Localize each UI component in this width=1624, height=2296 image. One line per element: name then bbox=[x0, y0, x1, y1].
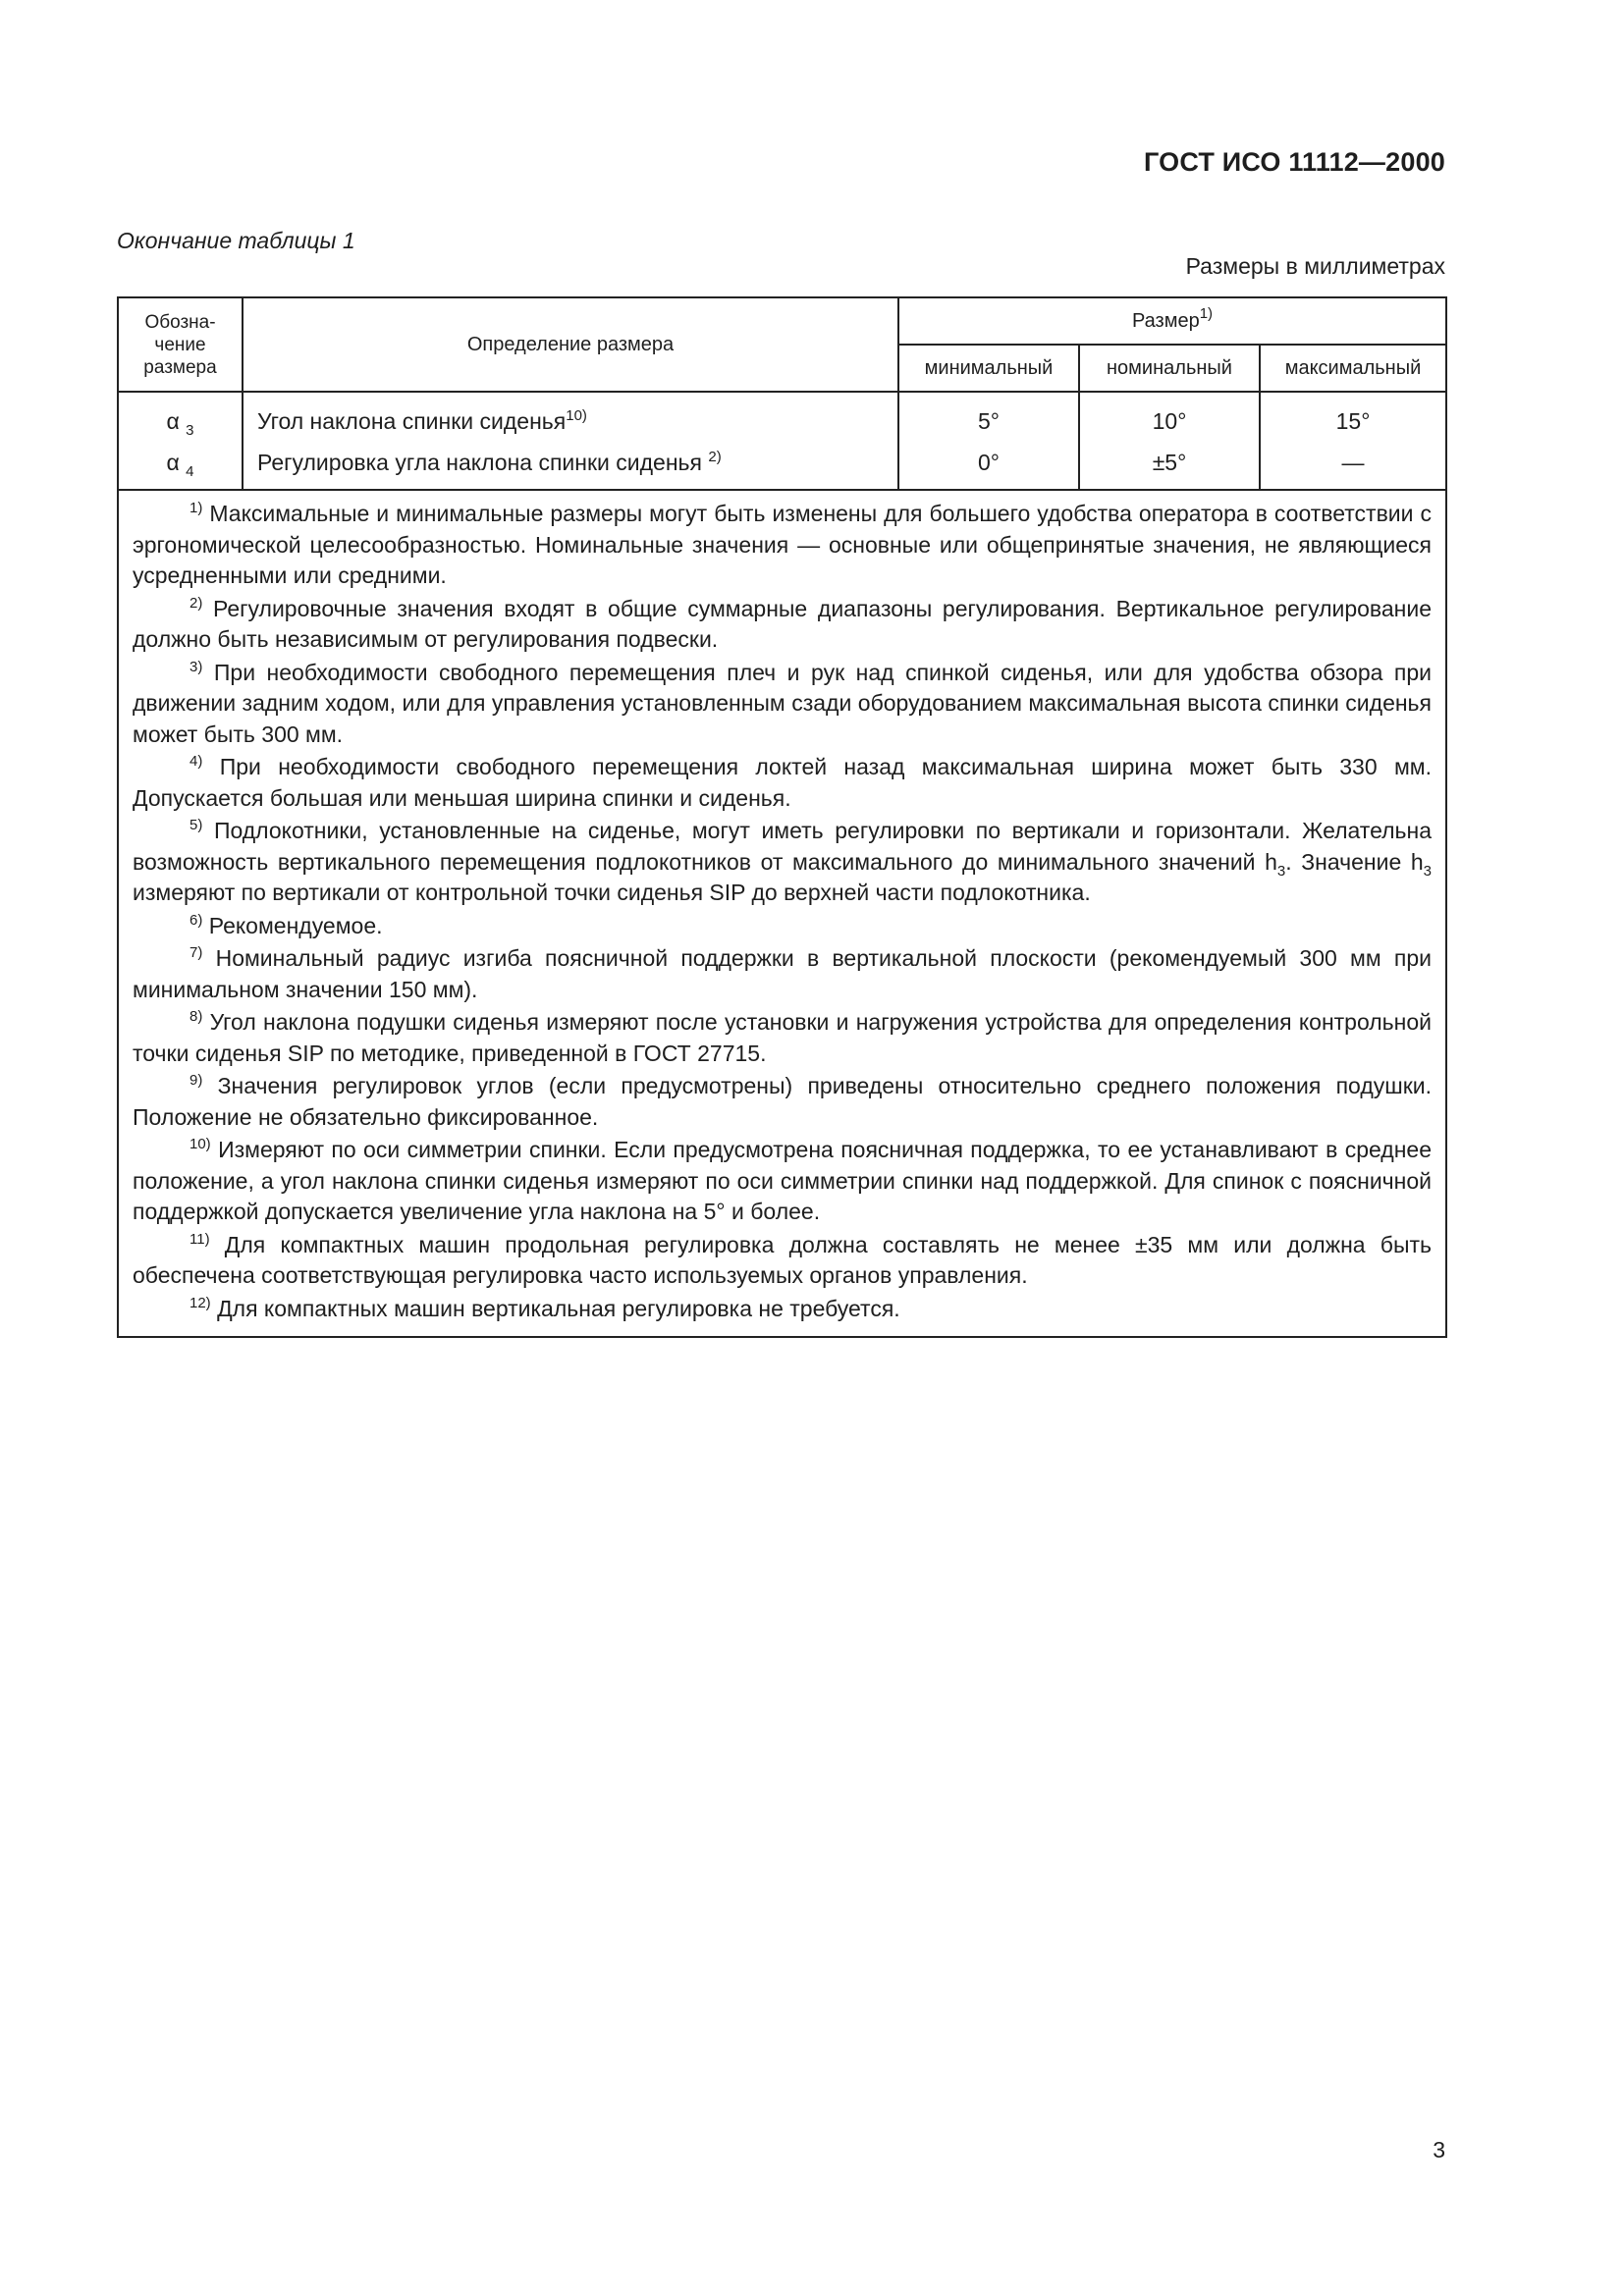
notes-row bbox=[118, 490, 1446, 1337]
header-designation-line: размера bbox=[143, 356, 217, 378]
row-max: — bbox=[1260, 442, 1446, 490]
footnote-text: Угол наклона подушки сиденья измеряют после установки и нагружения устройства для определения контрольной точки сиденья SIP по методике, приведенной в ГОСТ 27715. bbox=[133, 1009, 1432, 1066]
footnote-text: измеряют по вертикали от контрольной точки сиденья SIP до верхней части подлокотника. bbox=[133, 880, 1091, 905]
footnote bbox=[133, 1294, 1432, 1325]
table-row bbox=[118, 392, 1446, 442]
footnote-subscript: 3 bbox=[1276, 862, 1286, 880]
footnote-mark: 10) bbox=[189, 1136, 211, 1152]
footnote bbox=[133, 1135, 1432, 1228]
symbol-alpha: α bbox=[166, 407, 180, 434]
header-designation-line: Обозна- bbox=[144, 311, 216, 333]
footnote-text: Номинальный радиус изгиба поясничной поддержки в вертикальной плоскости (рекомендуемый 300 мм при минимальном значении 150 мм). bbox=[133, 945, 1433, 1002]
symbol-subscript: 3 bbox=[186, 421, 194, 439]
row-definition bbox=[243, 442, 898, 490]
row-nom: ±5° bbox=[1079, 442, 1260, 490]
footnote-mark: 8) bbox=[189, 1008, 203, 1025]
dimensions-table bbox=[117, 296, 1447, 1338]
footnote-text: Регулировочные значения входят в общие суммарные диапазоны регулирования. Вертикальное регулирование должно быть независимым от регулирования подвески. bbox=[133, 595, 1433, 652]
footnote-mark: 3) bbox=[189, 658, 203, 675]
footnote-mark: 5) bbox=[189, 817, 203, 833]
footnote bbox=[133, 594, 1432, 656]
header-designation bbox=[118, 297, 243, 392]
header-designation-line: чение bbox=[154, 334, 206, 355]
page-number: 3 bbox=[1433, 2137, 1445, 2163]
header-max: максимальный bbox=[1260, 345, 1446, 392]
footnote-text: Значения регулировок углов (если предусмотрены) приведены относительно среднего положения подушки. Положение не обязательно фиксированное. bbox=[133, 1073, 1432, 1130]
row-nom: 10° bbox=[1079, 392, 1260, 442]
header-size-footnote: 1) bbox=[1199, 304, 1214, 322]
symbol-subscript: 4 bbox=[186, 462, 194, 480]
document-code: ГОСТ ИСО 11112—2000 bbox=[1144, 147, 1445, 177]
footnote-text: . Значение h bbox=[1285, 848, 1424, 875]
footnote bbox=[133, 1007, 1432, 1069]
footnote-text: Максимальные и минимальные размеры могут быть изменены для большего удобства оператора в соответствии с эргономической целесообразностью. Номинальные значения — основные или общепринятые значения, не являющиеся усредненными или средними. bbox=[133, 501, 1433, 588]
footnote bbox=[133, 911, 1432, 942]
footnote-text: При необходимости свободного перемещения плеч и рук над спинкой сиденья, или для удобства обзора при движении задним ходом, или для управления установленным сзади оборудованием максимальная высота спинки сиденья может быть 300 мм. bbox=[133, 659, 1433, 747]
table-caption: Окончание таблицы 1 bbox=[117, 228, 355, 253]
footnote bbox=[133, 752, 1432, 814]
footnote-mark: 12) bbox=[189, 1294, 211, 1311]
footnote bbox=[133, 816, 1432, 909]
table-header-row bbox=[118, 297, 1446, 345]
footnotes-block bbox=[118, 490, 1446, 1337]
footnote bbox=[133, 943, 1432, 1005]
header-size-label: Размер bbox=[1131, 309, 1200, 332]
footnote-mark: 1) bbox=[189, 500, 203, 516]
footnote bbox=[133, 1071, 1432, 1133]
footnote-text: Измеряют по оси симметрии спинки. Если предусмотрена поясничная поддержка, то ее устанавливают в среднее положение, а угол наклона спинки сиденья измеряют по оси симметрии спинки над поддержкой. Для спинок с поясничной поддержкой допускается увеличение угла наклона на 5° и более. bbox=[133, 1137, 1432, 1224]
row-min: 5° bbox=[898, 392, 1079, 442]
symbol-alpha: α bbox=[166, 449, 180, 475]
header-size bbox=[898, 297, 1446, 345]
row-min: 0° bbox=[898, 442, 1079, 490]
definition-text: Регулировка угла наклона спинки сиденья bbox=[257, 449, 702, 475]
definition-footnote: 10) bbox=[566, 406, 587, 424]
definition-footnote: 2) bbox=[708, 448, 722, 465]
footnote-text: При необходимости свободного перемещения локтей назад максимальная ширина может быть 330 мм. Допускается большая или меньшая ширина спинки и сиденья. bbox=[133, 754, 1432, 811]
header-min: минимальный bbox=[898, 345, 1079, 392]
footnote-text: Рекомендуемое. bbox=[208, 912, 383, 938]
footnote-text: Подлокотники, установленные на сиденье, могут иметь регулировки по вертикали и горизонтали. Желательна возможность вертикального перемещения подлокотников от максимального до минимального значений h bbox=[133, 818, 1433, 875]
footnote bbox=[133, 499, 1432, 592]
footnote-mark: 7) bbox=[189, 944, 203, 961]
row-symbol bbox=[118, 392, 243, 442]
footnote bbox=[133, 1230, 1432, 1292]
header-definition: Определение размера bbox=[243, 297, 898, 392]
definition-text: Угол наклона спинки сиденья bbox=[257, 407, 567, 434]
table-row bbox=[118, 442, 1446, 490]
footnote-mark: 4) bbox=[189, 753, 203, 770]
row-symbol bbox=[118, 442, 243, 490]
row-max: 15° bbox=[1260, 392, 1446, 442]
footnote-mark: 6) bbox=[189, 911, 203, 929]
footnote bbox=[133, 658, 1432, 751]
footnote-text: Для компактных машин продольная регулировка должна составлять не менее ±35 мм или должна быть обеспечена соответствующая регулировка часто используемых органов управления. bbox=[133, 1231, 1433, 1288]
units-note: Размеры в миллиметрах bbox=[1185, 253, 1445, 279]
row-definition bbox=[243, 392, 898, 442]
footnote-subscript: 3 bbox=[1423, 862, 1432, 880]
footnote-mark: 2) bbox=[189, 594, 203, 612]
footnote-mark: 9) bbox=[189, 1072, 203, 1089]
footnote-mark: 11) bbox=[189, 1230, 210, 1248]
header-nom: номинальный bbox=[1079, 345, 1260, 392]
footnote-text: Для компактных машин вертикальная регулировка не требуется. bbox=[217, 1295, 900, 1321]
